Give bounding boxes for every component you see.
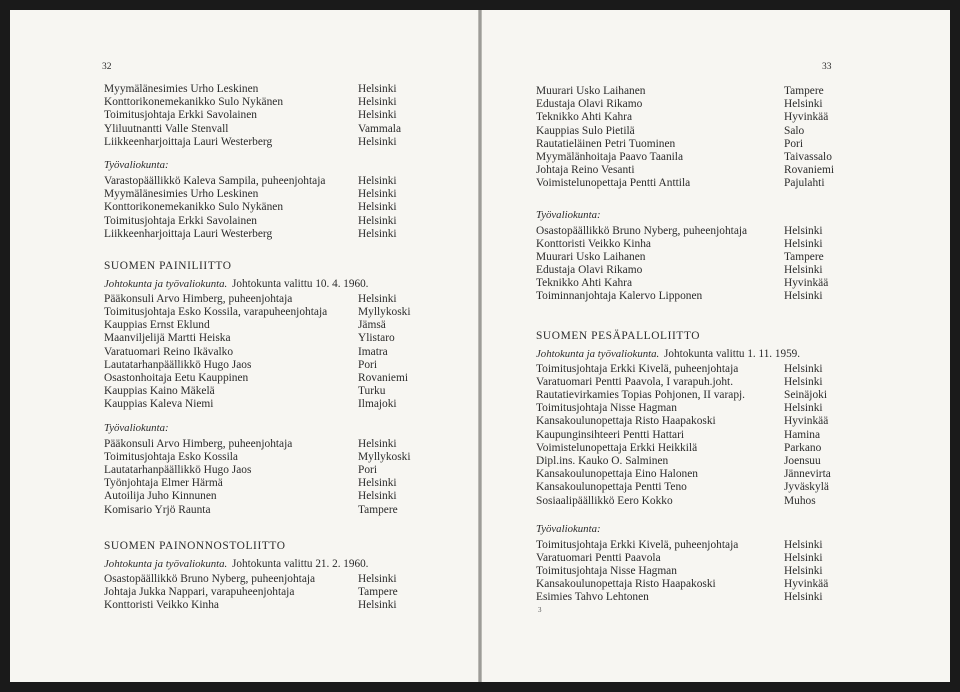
member-name: Rautatievirkamies Topias Pohjonen, II varapj. — [536, 389, 746, 401]
member-city: Helsinki — [358, 188, 397, 201]
member-row — [536, 177, 916, 190]
member-city: Vammala — [358, 122, 402, 135]
member-name: Kauppias Kaleva Niemi — [104, 398, 214, 411]
member-row — [104, 332, 464, 345]
member-city: Helsinki — [358, 174, 397, 187]
member-name: Autoilija Juho Kinnunen — [104, 490, 217, 503]
member-city: Pori — [358, 463, 377, 476]
right-page-content — [536, 85, 916, 605]
member-name: Toimitusjohtaja Erkki Savolainen — [104, 109, 257, 122]
member-row — [104, 136, 464, 149]
member-city: Helsinki — [358, 83, 397, 95]
member-name: Toimitusjohtaja Nisse Hagman — [536, 402, 677, 415]
member-name: Teknikko Ahti Kahra — [536, 277, 633, 290]
member-city: Helsinki — [784, 402, 823, 415]
section-heading: SUOMEN PESÄPALLOLIITTO — [536, 329, 701, 342]
member-row — [536, 591, 916, 604]
member-name: Liikkeenharjoittaja Lauri Westerberg — [104, 227, 273, 240]
member-row — [104, 359, 464, 372]
member-name: Varatuomari Reino Ikävalko — [104, 345, 234, 358]
member-row — [536, 125, 916, 138]
member-city: Hamina — [784, 428, 821, 441]
member-row — [536, 429, 916, 442]
member-city: Rovaniemi — [358, 372, 408, 384]
member-name: Konttorikonemekanikko Sulo Nykänen — [104, 201, 284, 214]
member-city: Myllykoski — [358, 306, 411, 319]
member-row — [104, 188, 464, 201]
member-name: Rautatieläinen Petri Tuominen — [536, 137, 676, 150]
member-row — [104, 228, 464, 241]
member-name: Edustaja Olavi Rikamo — [536, 264, 643, 277]
member-row — [536, 552, 916, 565]
member-name: Teknikko Ahti Kahra — [536, 111, 633, 124]
election-date: Johtokunta valittu 10. 4. 1960. — [232, 277, 369, 290]
member-name: Kaupunginsihteeri Pentti Hattari — [536, 428, 685, 441]
member-list — [104, 175, 464, 241]
member-row — [104, 477, 464, 490]
member-city: Tampere — [358, 585, 398, 598]
member-name: Toimitusjohtaja Nisse Hagman — [536, 565, 677, 578]
member-name: Myymälänesimies Urho Leskinen — [104, 83, 259, 95]
member-row — [536, 481, 916, 494]
member-city: Helsinki — [784, 565, 823, 578]
member-row — [104, 109, 464, 122]
member-name: Kansakoulunopettaja Risto Haapakoski — [536, 415, 716, 428]
member-name: Esimies Tahvo Lehtonen — [536, 591, 649, 604]
member-name: Kansakoulunopettaja Risto Haapakoski — [536, 578, 716, 591]
section-subtitle — [536, 347, 916, 361]
member-row — [536, 251, 916, 264]
section-heading: SUOMEN PAINONNOSTOLIITTO — [104, 539, 286, 552]
member-city: Jyväskylä — [784, 481, 829, 494]
member-row — [104, 201, 464, 214]
member-name: Varatuomari Pentti Paavola, I varapuh.joht. — [536, 375, 734, 388]
member-row — [104, 504, 464, 517]
member-row — [104, 319, 464, 332]
member-row — [104, 215, 464, 228]
member-row — [104, 451, 464, 464]
member-name: Edustaja Olavi Rikamo — [536, 98, 643, 111]
member-city: Tampere — [784, 250, 824, 263]
member-city: Turku — [358, 385, 386, 398]
member-city: Rovaniemi — [784, 164, 834, 177]
member-name: Varatuomari Pentti Paavola — [536, 551, 661, 564]
member-row — [536, 264, 916, 277]
election-date: Johtokunta valittu 21. 2. 1960. — [232, 557, 369, 570]
member-name: Työnjohtaja Elmer Härmä — [104, 477, 223, 490]
member-row — [104, 385, 464, 398]
member-row — [536, 468, 916, 481]
member-city: Helsinki — [358, 135, 397, 148]
left-page-content — [104, 83, 464, 612]
member-name: Yliluutnantti Valle Stenvall — [104, 122, 229, 135]
member-row — [536, 238, 916, 251]
member-city: Jämsä — [358, 319, 386, 332]
member-city: Tampere — [784, 85, 824, 97]
member-row — [536, 164, 916, 177]
member-city: Ilmajoki — [358, 398, 397, 411]
member-city: Helsinki — [358, 227, 397, 240]
member-city: Helsinki — [358, 292, 397, 305]
member-row — [536, 565, 916, 578]
section-subtitle-italic: Johtokunta ja työvaliokunta. — [104, 277, 228, 290]
member-list — [104, 293, 464, 412]
member-row — [104, 438, 464, 451]
member-list — [536, 363, 916, 508]
member-name: Johtaja Reino Vesanti — [536, 164, 635, 177]
election-date: Johtokunta valittu 1. 11. 1959. — [664, 347, 801, 360]
member-name: Varastopäällikkö Kaleva Sampila, puheenjohtaja — [104, 174, 326, 187]
member-name: Pääkonsuli Arvo Himberg, puheenjohtaja — [104, 292, 293, 305]
section-subtitle-italic: Johtokunta ja työvaliokunta. — [536, 347, 660, 360]
member-name: Myymälänesimies Urho Leskinen — [104, 188, 259, 201]
subcommittee-label: Työvaliokunta: — [536, 208, 601, 221]
member-city: Helsinki — [784, 264, 823, 277]
member-city: Hyvinkää — [784, 415, 829, 428]
member-row — [104, 490, 464, 503]
member-name: Myymälänhoitaja Paavo Taanila — [536, 150, 684, 163]
member-row — [536, 376, 916, 389]
member-city: Pajulahti — [784, 177, 825, 190]
printer-signature-mark: 3 — [538, 606, 542, 614]
member-city: Helsinki — [784, 538, 823, 551]
member-row — [104, 372, 464, 385]
member-list — [536, 539, 916, 605]
member-name: Lautatarhanpäällikkö Hugo Jaos — [104, 358, 252, 371]
member-city: Jännevirta — [784, 468, 831, 481]
member-city: Helsinki — [784, 237, 823, 250]
member-name: Konttorikonemekanikko Sulo Nykänen — [104, 96, 284, 109]
member-city: Pori — [784, 137, 803, 150]
member-row — [536, 442, 916, 455]
member-name: Kansakoulunopettaja Eino Halonen — [536, 468, 698, 481]
member-city: Helsinki — [358, 96, 397, 109]
member-city: Parkano — [784, 441, 822, 454]
member-city: Helsinki — [784, 375, 823, 388]
member-row — [536, 151, 916, 164]
member-list — [536, 225, 916, 304]
subcommittee-label: Työvaliokunta: — [104, 421, 169, 434]
member-city: Helsinki — [784, 362, 823, 375]
member-city: Hyvinkää — [784, 578, 829, 591]
member-name: Muurari Usko Laihanen — [536, 250, 646, 263]
member-name: Kauppias Kaino Mäkelä — [104, 385, 215, 398]
member-name: Maanviljelijä Martti Heiska — [104, 332, 231, 345]
member-row — [104, 96, 464, 109]
member-name: Osastonhoitaja Eetu Kauppinen — [104, 372, 249, 384]
member-list — [104, 573, 464, 613]
member-name: Liikkeenharjoittaja Lauri Westerberg — [104, 135, 273, 148]
member-name: Toimitusjohtaja Esko Kossila, varapuheenjohtaja — [104, 306, 328, 319]
subcommittee-label: Työvaliokunta: — [104, 158, 169, 171]
member-row — [104, 83, 464, 96]
member-row — [536, 495, 916, 508]
member-row — [104, 573, 464, 586]
member-city: Helsinki — [358, 490, 397, 503]
member-city: Helsinki — [358, 477, 397, 490]
member-name: Toimitusjohtaja Erkki Kivelä, puheenjohtaja — [536, 362, 739, 375]
member-city: Helsinki — [358, 572, 397, 585]
member-city: Tampere — [358, 503, 398, 516]
page-number: 33 — [822, 62, 832, 72]
member-row — [536, 402, 916, 415]
member-name: Osastopäällikkö Bruno Nyberg, puheenjohtaja — [536, 224, 748, 237]
member-row — [104, 306, 464, 319]
member-city: Helsinki — [358, 109, 397, 122]
right-page — [482, 10, 950, 682]
member-city: Helsinki — [358, 437, 397, 450]
member-city: Salo — [784, 124, 805, 137]
member-row — [536, 85, 916, 98]
section-subtitle — [104, 277, 464, 291]
member-row — [536, 277, 916, 290]
member-row — [104, 175, 464, 188]
member-name: Sosiaalipäällikkö Eero Kokko — [536, 494, 673, 507]
member-city: Helsinki — [784, 591, 823, 604]
member-row — [536, 539, 916, 552]
subcommittee-label: Työvaliokunta: — [536, 522, 601, 535]
member-row — [536, 415, 916, 428]
member-name: Toimitusjohtaja Erkki Kivelä, puheenjohtaja — [536, 538, 739, 551]
member-city: Imatra — [358, 345, 388, 358]
member-city: Ylistaro — [358, 332, 395, 345]
member-city: Myllykoski — [358, 450, 411, 463]
member-city: Helsinki — [358, 214, 397, 227]
member-city: Helsinki — [358, 201, 397, 214]
member-name: Komisario Yrjö Raunta — [104, 503, 211, 516]
member-name: Konttoristi Veikko Kinha — [104, 599, 219, 612]
member-city: Hyvinkää — [784, 111, 829, 124]
left-page — [10, 10, 478, 682]
member-row — [536, 111, 916, 124]
member-city: Hyvinkää — [784, 277, 829, 290]
member-row — [104, 293, 464, 306]
member-name: Pääkonsuli Arvo Himberg, puheenjohtaja — [104, 437, 293, 450]
member-row — [536, 225, 916, 238]
member-row — [536, 363, 916, 376]
member-row — [104, 346, 464, 359]
member-city: Helsinki — [784, 551, 823, 564]
member-city: Helsinki — [784, 290, 823, 303]
member-row — [536, 455, 916, 468]
member-city: Helsinki — [784, 224, 823, 237]
member-row — [104, 586, 464, 599]
member-city: Joensuu — [784, 454, 821, 467]
member-name: Johtaja Jukka Nappari, varapuheenjohtaja — [104, 585, 295, 598]
member-city: Helsinki — [358, 599, 397, 612]
member-city: Helsinki — [784, 98, 823, 111]
member-city: Muhos — [784, 494, 816, 507]
member-list — [104, 438, 464, 517]
member-name: Lautatarhanpäällikkö Hugo Jaos — [104, 463, 252, 476]
member-name: Kauppias Sulo Pietilä — [536, 124, 635, 137]
member-row — [104, 464, 464, 477]
member-city: Pori — [358, 358, 377, 371]
member-name: Toimitusjohtaja Esko Kossila — [104, 450, 238, 463]
section-subtitle-italic: Johtokunta ja työvaliokunta. — [104, 557, 228, 570]
member-name: Kansakoulunopettaja Pentti Teno — [536, 481, 687, 494]
member-row — [104, 123, 464, 136]
member-name: Voimistelunopettaja Erkki Heikkilä — [536, 441, 698, 454]
member-city: Seinäjoki — [784, 389, 828, 401]
member-row — [104, 599, 464, 612]
section-heading: SUOMEN PAINILIITTO — [104, 259, 232, 272]
section-subtitle — [104, 557, 464, 571]
member-row — [536, 138, 916, 151]
member-row — [536, 389, 916, 402]
member-list — [104, 83, 464, 149]
member-name: Kauppias Ernst Eklund — [104, 319, 210, 332]
member-row — [536, 578, 916, 591]
member-name: Muurari Usko Laihanen — [536, 85, 646, 97]
member-name: Konttoristi Veikko Kinha — [536, 237, 651, 250]
member-row — [536, 98, 916, 111]
member-name: Voimistelunopettaja Pentti Anttila — [536, 177, 691, 190]
member-name: Osastopäällikkö Bruno Nyberg, puheenjohtaja — [104, 572, 316, 585]
member-list — [536, 85, 916, 191]
page-number: 32 — [102, 62, 112, 72]
member-city: Taivassalo — [784, 150, 832, 163]
member-name: Toiminnanjohtaja Kalervo Lipponen — [536, 290, 703, 303]
member-name: Dipl.ins. Kauko O. Salminen — [536, 454, 669, 467]
member-name: Toimitusjohtaja Erkki Savolainen — [104, 214, 257, 227]
member-row — [104, 398, 464, 411]
member-row — [536, 290, 916, 303]
